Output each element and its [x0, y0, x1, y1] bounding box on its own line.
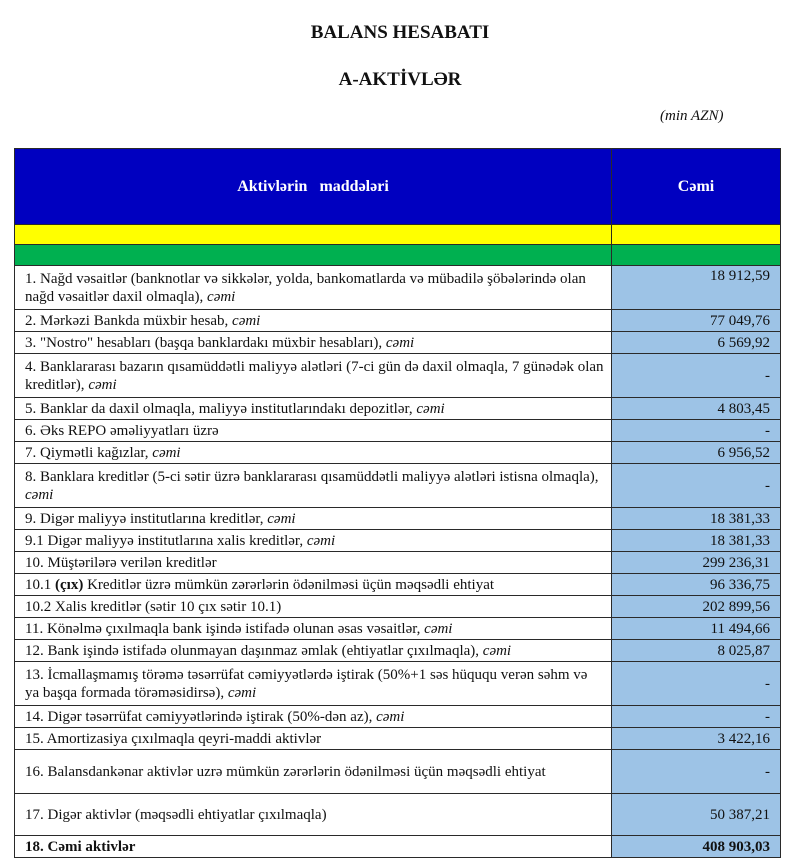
- row-label: 5. Banklar da daxil olmaqla, maliyyə institutlarındakı depozitlər, cəmi: [15, 398, 612, 420]
- unit-label: (min AZN): [660, 108, 724, 124]
- row-label: 7. Qiymətli kağızlar, cəmi: [15, 442, 612, 464]
- row-label: 4. Banklararası bazarın qısamüddətli maliyyə alətləri (7-ci gün də daxil olmaqla, 7 günədək olan kreditlər), cəmi: [15, 354, 612, 398]
- row-label: 9.1 Digər maliyyə institutlarına xalis kreditlər, cəmi: [15, 530, 612, 552]
- row-value: 77 049,76: [612, 310, 781, 332]
- row-label: 12. Bank işində istifadə olunmayan daşınmaz əmlak (ehtiyatlar çıxılmaqla), cəmi: [15, 640, 612, 662]
- row-label: 17. Digər aktivlər (məqsədli ehtiyatlar çıxılmaqla): [15, 794, 612, 836]
- row-value: 3 422,16: [612, 728, 781, 750]
- table-row: [15, 398, 781, 420]
- table-row: [15, 596, 781, 618]
- row-value: 4 803,45: [612, 398, 781, 420]
- table-row: [15, 574, 781, 596]
- section-title: A-AKTİVLƏR: [338, 69, 462, 90]
- table-row: [15, 662, 781, 706]
- row-value: -: [612, 662, 781, 706]
- report-title: BALANS HESABATI: [310, 22, 490, 43]
- row-value: -: [612, 420, 781, 442]
- row-label: 8. Banklara kreditlər (5-ci sətir üzrə banklararası qısamüddətli maliyyə alətləri istisna olmaqla), cəmi: [15, 464, 612, 508]
- column-header-items: Aktivlərin maddələri: [15, 149, 612, 225]
- table-row: [15, 266, 781, 310]
- table-row: [15, 618, 781, 640]
- row-label: 13. İcmallaşmamış törəmə təsərrüfat cəmiyyətlərdə iştirak (50%+1 səs hüququ verən səhm və ya başqa formada törəməsidirsə), cəmi: [15, 662, 612, 706]
- row-value: 202 899,56: [612, 596, 781, 618]
- row-value: 11 494,66: [612, 618, 781, 640]
- table-row: [15, 310, 781, 332]
- row-value: -: [612, 464, 781, 508]
- band-cell: [15, 225, 612, 245]
- row-value: -: [612, 354, 781, 398]
- row-value: -: [612, 750, 781, 794]
- column-header-total: Cəmi: [612, 149, 781, 225]
- row-value: 18 381,33: [612, 530, 781, 552]
- row-label: 2. Mərkəzi Bankda müxbir hesab, cəmi: [15, 310, 612, 332]
- row-label: 10.2 Xalis kreditlər (sətir 10 çıx sətir 10.1): [15, 596, 612, 618]
- row-value: 8 025,87: [612, 640, 781, 662]
- table-row: [15, 354, 781, 398]
- row-value: 299 236,31: [612, 552, 781, 574]
- row-label: 1. Nağd vəsaitlər (banknotlar və sikkələr, yolda, bankomatlarda və mübadilə şöbələrində olan nağd vəsaitlər daxil olmaqla), cəmi: [15, 266, 612, 310]
- row-label: 15. Amortizasiya çıxılmaqla qeyri-maddi aktivlər: [15, 728, 612, 750]
- balance-sheet-table: [14, 148, 781, 858]
- row-label: 10. Müştərilərə verilən kreditlər: [15, 552, 612, 574]
- row-value: 6 956,52: [612, 442, 781, 464]
- table-row: [15, 464, 781, 508]
- total-row: [15, 836, 781, 858]
- table-header-row: [15, 149, 781, 225]
- table-row: [15, 794, 781, 836]
- total-value: 408 903,03: [612, 836, 781, 858]
- band-cell: [15, 245, 612, 266]
- row-label: 3. "Nostro" hesabları (başqa banklardakı müxbir hesabları), cəmi: [15, 332, 612, 354]
- row-value: -: [612, 706, 781, 728]
- row-value: 18 912,59: [612, 266, 781, 310]
- row-value: 18 381,33: [612, 508, 781, 530]
- row-value: 96 336,75: [612, 574, 781, 596]
- row-label: 14. Digər təsərrüfat cəmiyyətlərində iştirak (50%-dən az), cəmi: [15, 706, 612, 728]
- table-row: [15, 640, 781, 662]
- row-value: 6 569,92: [612, 332, 781, 354]
- row-label: 11. Könəlmə çıxılmaqla bank işində istifadə olunan əsas vəsaitlər, cəmi: [15, 618, 612, 640]
- row-label: 16. Balansdankənar aktivlər uzrə mümkün zərərlərin ödənilməsi üçün məqsədli ehtiyat: [15, 750, 612, 794]
- table-row: [15, 728, 781, 750]
- row-label: 10.1 (çıx) Kreditlər üzrə mümkün zərərlərin ödənilməsi üçün məqsədli ehtiyat: [15, 574, 612, 596]
- table-row: [15, 530, 781, 552]
- row-value: 50 387,21: [612, 794, 781, 836]
- row-label: 9. Digər maliyyə institutlarına kreditlər, cəmi: [15, 508, 612, 530]
- table-row: [15, 442, 781, 464]
- table-row: [15, 332, 781, 354]
- table-row: [15, 750, 781, 794]
- band-cell: [612, 245, 781, 266]
- row-label: 6. Əks REPO əməliyyatları üzrə: [15, 420, 612, 442]
- band-cell: [612, 225, 781, 245]
- total-label: 18. Cəmi aktivlər: [15, 836, 612, 858]
- table-row: [15, 706, 781, 728]
- table-row: [15, 552, 781, 574]
- table-row: [15, 420, 781, 442]
- table-row: [15, 508, 781, 530]
- green-band-row: [15, 245, 781, 266]
- yellow-band-row: [15, 225, 781, 245]
